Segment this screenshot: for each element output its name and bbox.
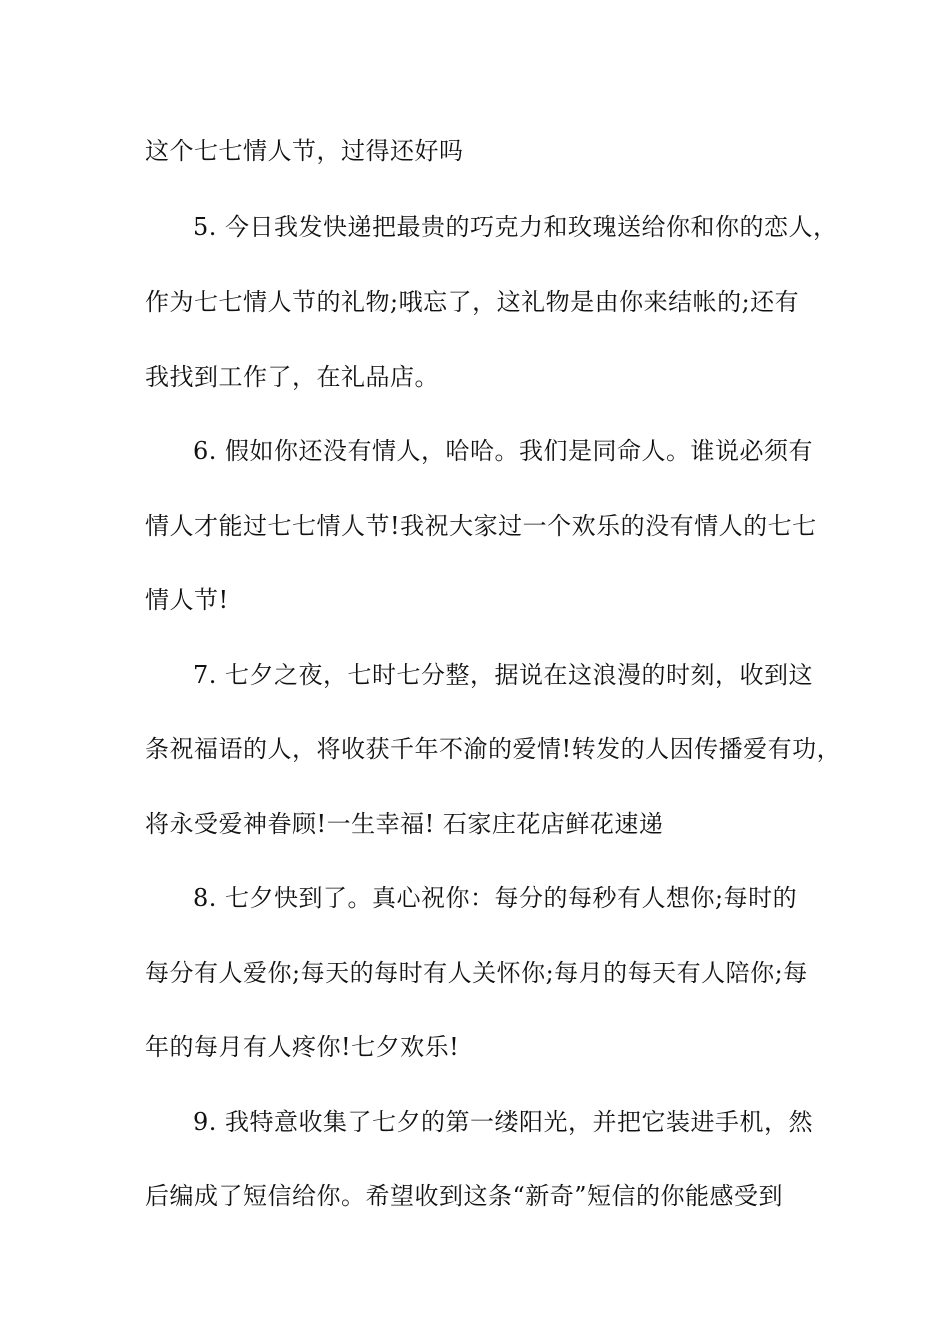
list-item-6-line: 6. 假如你还没有情人，哈哈。我们是同命人。谁说必须有 (193, 437, 814, 465)
text-line: 年的每月有人疼你!七夕欢乐! (145, 1033, 460, 1061)
text-line: 情人节! (145, 586, 229, 614)
list-item-8-line: 8. 七夕快到了。真心祝你：每分的每秒有人想你;每时的 (193, 884, 798, 912)
text-line: 将永受爱神眷顾!一生幸福! 石家庄花店鲜花速递 (145, 810, 664, 838)
text-line: 每分有人爱你;每天的每时有人关怀你;每月的每天有人陪你;每 (145, 959, 808, 987)
text-line: 这个七七情人节，过得还好吗 (145, 137, 464, 165)
text-line: 后编成了短信给你。希望收到这条“新奇”短信的你能感受到 (145, 1182, 784, 1210)
text-line: 我找到工作了，在礼品店。 (145, 363, 439, 391)
list-item-7-line: 7. 七夕之夜，七时七分整，据说在这浪漫的时刻，收到这 (193, 661, 814, 689)
text-line: 情人才能过七七情人节!我祝大家过一个欢乐的没有情人的七七 (145, 512, 817, 540)
text-line: 条祝福语的人，将收获千年不渝的爱情!转发的人因传播爱有功， (145, 735, 842, 763)
text-line: 作为七七情人节的礼物;哦忘了，这礼物是由你来结帐的;还有 (145, 288, 800, 316)
list-item-5-line: 5. 今日我发快递把最贵的巧克力和玫瑰送给你和你的恋人， (193, 213, 838, 241)
list-item-9-line: 9. 我特意收集了七夕的第一缕阳光，并把它装进手机，然 (193, 1108, 814, 1136)
